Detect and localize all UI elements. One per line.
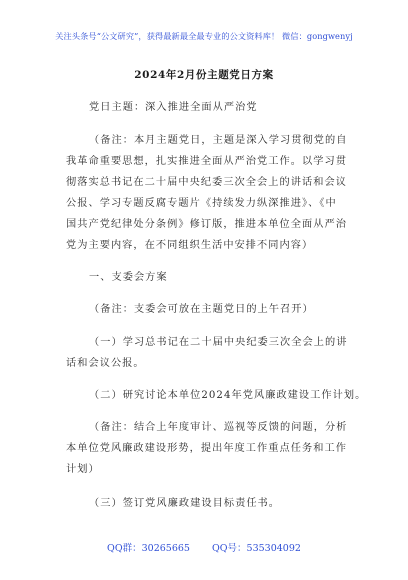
body-line: 国共产党纪律处分条例》修订版，推进本单位全面从严治 bbox=[66, 219, 347, 230]
body-line: （二）研究讨论本单位2024年党风廉政建设工作计划。 bbox=[89, 390, 367, 401]
footer bbox=[0, 540, 408, 554]
body-line: （备注：支委会可放在主题党日的上午召开） bbox=[89, 304, 314, 315]
body-line: 本单位党风廉政建设形势，提出年度工作重点任务和工作 bbox=[66, 443, 347, 454]
section-heading: 一、支委会方案 bbox=[89, 272, 168, 283]
body-line: 计划） bbox=[66, 464, 100, 475]
body-line: 公报、学习专题反腐专题片《持续发力纵深推进》、《中 bbox=[66, 198, 337, 209]
party-day-theme: 党日主题：深入推进全面从严治党 bbox=[89, 102, 258, 113]
footer-qq-group: QQ群：30265665 bbox=[107, 543, 190, 554]
body-line: （备注：本月主题党日，主题是深入学习贯彻党的自 bbox=[89, 135, 348, 146]
document-title: 2024年2月份主题党日方案 bbox=[134, 69, 274, 81]
body-line: 党为主要内容，在不同组织生活中安排不同内容） bbox=[66, 240, 314, 251]
body-line: （一）学习总书记在二十届中央纪委三次全会上的讲 bbox=[89, 337, 348, 348]
body-line: （备注：结合上年度审计、巡视等反馈的问题，分析 bbox=[89, 422, 348, 433]
footer-qq: QQ号：535304092 bbox=[211, 543, 301, 554]
body-line: （三）签订党风廉政建设目标责任书。 bbox=[89, 498, 281, 509]
body-line: 话和会议公报。 bbox=[66, 358, 145, 369]
body-line: 彻落实总书记在二十届中央纪委三次全会上的讲话和会议 bbox=[66, 177, 347, 188]
header-banner: 关注头条号“公文研究”，获得最新最全最专业的公文资料库！ 微信：gongwenyj bbox=[55, 31, 353, 41]
body-line: 我革命重要思想，扎实推进全面从严治党工作。以学习贯 bbox=[66, 156, 347, 167]
